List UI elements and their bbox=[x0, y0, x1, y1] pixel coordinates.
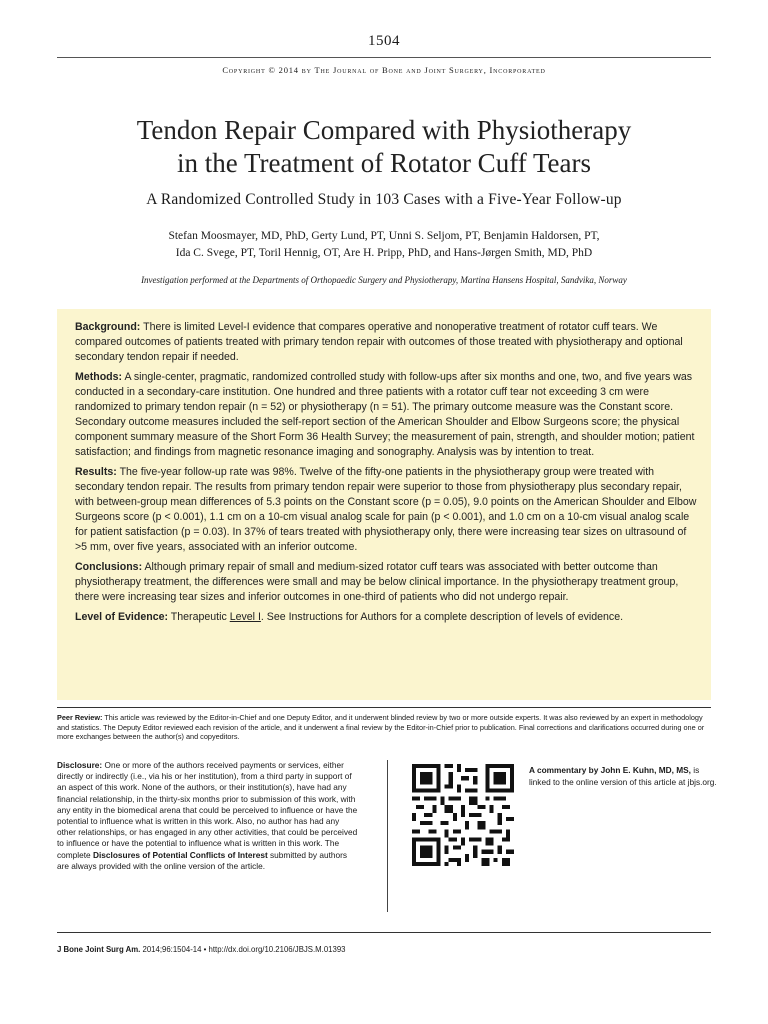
citation-text: 2014;96:1504-14 bbox=[142, 945, 202, 954]
disclosures-link[interactable]: Disclosures of Potential Conflicts of Interest bbox=[92, 849, 268, 860]
author-list bbox=[0, 228, 768, 262]
peer-review-text: This article was reviewed by the Editor-in-Chief and one Deputy Editor, and it underwent blinded review by two or more outside experts. It was also reviewed by an expert in methodology and statistics. The Deputy Editor reviewed each revision of the article, and it underwent a final review by the Editor-in-Chief prior to publication. Final corrections and clarifications occurred during one or more exchanges between the author(s) and copyeditors. bbox=[57, 713, 705, 742]
institution-note: Investigation performed at the Departments of Orthopaedic Surgery and Physiotherapy, Martina Hansens Hospital, Sandvika, Norway bbox=[141, 275, 627, 285]
column-divider bbox=[387, 760, 388, 912]
level-label: Level of Evidence: bbox=[75, 611, 169, 624]
abstract-methods bbox=[75, 370, 697, 459]
methods-label: Methods: bbox=[75, 371, 123, 384]
results-label: Results: bbox=[75, 466, 117, 479]
disclosure-label: Disclosure: bbox=[57, 760, 103, 770]
header-rule bbox=[57, 57, 711, 58]
footer-rule bbox=[57, 932, 711, 933]
footer-bullet: • bbox=[203, 945, 207, 954]
disclosure-text: One or more of the authors received payments or services, either directly or indirectly (i.e., via his or her institution), from a third party in support of an aspect of this work. None of the authors, or their institution(s), have had any financial relationship, in the thirty-six months prior to submission of this work, with any entity in the biomedical arena that could be perceived to influence or have the potential to influence what is written in this work. Also, no author has had any other relationships, or has engaged in any other activities, that could be perceived to influence or have the potential to influence what is written in this work. The complete bbox=[57, 760, 358, 860]
peer-review-note bbox=[57, 713, 712, 742]
background-text: There is limited Level-I evidence that compares operative and nonoperative treatment of rotator cuff tears. We compared outcomes of patients treated with primary tendon repair with outcomes of those treated with physiotherapy and optional secondary tendon repair if needed. bbox=[75, 321, 683, 363]
abstract-box bbox=[57, 309, 711, 700]
disclosure-suffix: submitted by authors are always provided with the online version of the article. bbox=[57, 849, 348, 871]
conclusions-text: Although primary repair of small and medium-sized rotator cuff tears was associated with better outcome than physiotherapy treatment, the differences were small and may be below clinical importance. In the physiotherapy treatment group, there were increasing tear sizes and inferior outcomes in one-third of patients who did not undergo repair. bbox=[75, 561, 679, 603]
title-line-1: Tendon Repair Compared with Physiotherapy bbox=[136, 115, 632, 145]
authors-line-2: Ida C. Svege, PT, Toril Hennig, OT, Are H. Pripp, PhD, and Hans-Jørgen Smith, MD, PhD bbox=[175, 247, 593, 259]
conclusions-label: Conclusions: bbox=[75, 561, 143, 574]
qr-code-icon[interactable] bbox=[412, 764, 514, 866]
title-line-2: in the Treatment of Rotator Cuff Tears bbox=[176, 148, 592, 178]
level-prefix: Therapeutic bbox=[170, 611, 227, 624]
methods-text: A single-center, pragmatic, randomized controlled study with follow-ups after six months and one, two, and five years was conducted in a secondary-care institution. One hundred and three patients with a rotator cuff tear not exceeding 3 cm were randomized to primary tendon repair (n = 52) or physiotherapy (n = 51). The primary outcome measure was the Constant score. Secondary outcome measures included the self-report section of the American Shoulder and Elbow Surgeons score; the physical component summary measure of the Short Form 36 Health Survey; the measurement of pain, strength, and shoulder motion; patient satisfaction; and findings from magnetic resonance imaging and sonography. Analysis was by intention to treat. bbox=[75, 371, 695, 458]
copyright-line: Copyright © 2014 by The Journal of Bone and Joint Surgery, Incorporated bbox=[222, 65, 546, 75]
commentary-text: is linked to the online version of this article at jbjs.org. bbox=[529, 765, 717, 787]
abstract-background bbox=[75, 320, 697, 365]
peer-review-rule bbox=[57, 707, 711, 708]
journal-name: J Bone Joint Surg Am. bbox=[57, 945, 141, 954]
article-title bbox=[0, 114, 768, 180]
abstract-conclusions bbox=[75, 560, 697, 605]
background-label: Background: bbox=[75, 321, 141, 333]
disclosure-note bbox=[57, 760, 359, 872]
abstract-level-of-evidence bbox=[75, 610, 697, 625]
results-text: The five-year follow-up rate was 98%. Twelve of the fifty-one patients in the physiotherapy group were treated with secondary tendon repair. The results from primary tendon repair were superior to those from physiotherapy plus secondary repair, with between-group mean differences of 5.3 points on the Constant score (p = 0.05), 9.0 points on the American Shoulder and Elbow Surgeons score (p < 0.001), 1.1 cm on a 10-cm visual analog scale for pain (p < 0.001), and 1.0 cm on a 10-cm visual analog scale for patient satisfaction (p = 0.03). In 37% of tears treated with physiotherapy only, there were increasing tear sizes on ultrasound of >5 mm, over five years, associated with an inferior outcome. bbox=[75, 466, 697, 553]
page-number: 1504 bbox=[368, 33, 400, 49]
commentary-label: A commentary by John E. Kuhn, MD, MS, bbox=[529, 765, 691, 775]
citation-footer bbox=[57, 945, 711, 954]
level-suffix: . See Instructions for Authors for a complete description of levels of evidence. bbox=[260, 611, 624, 624]
article-subtitle: A Randomized Controlled Study in 103 Cases with a Five-Year Follow-up bbox=[146, 191, 622, 208]
level-of-evidence-link[interactable]: Level I bbox=[229, 611, 261, 624]
peer-review-label: Peer Review: bbox=[57, 713, 103, 722]
abstract-results bbox=[75, 465, 697, 554]
authors-line-1: Stefan Moosmayer, MD, PhD, Gerty Lund, PT, Unni S. Seljom, PT, Benjamin Haldorsen, PT, bbox=[168, 230, 600, 242]
commentary-note bbox=[529, 765, 717, 788]
doi-link[interactable]: http://dx.doi.org/10.2106/JBJS.M.01393 bbox=[208, 945, 346, 954]
